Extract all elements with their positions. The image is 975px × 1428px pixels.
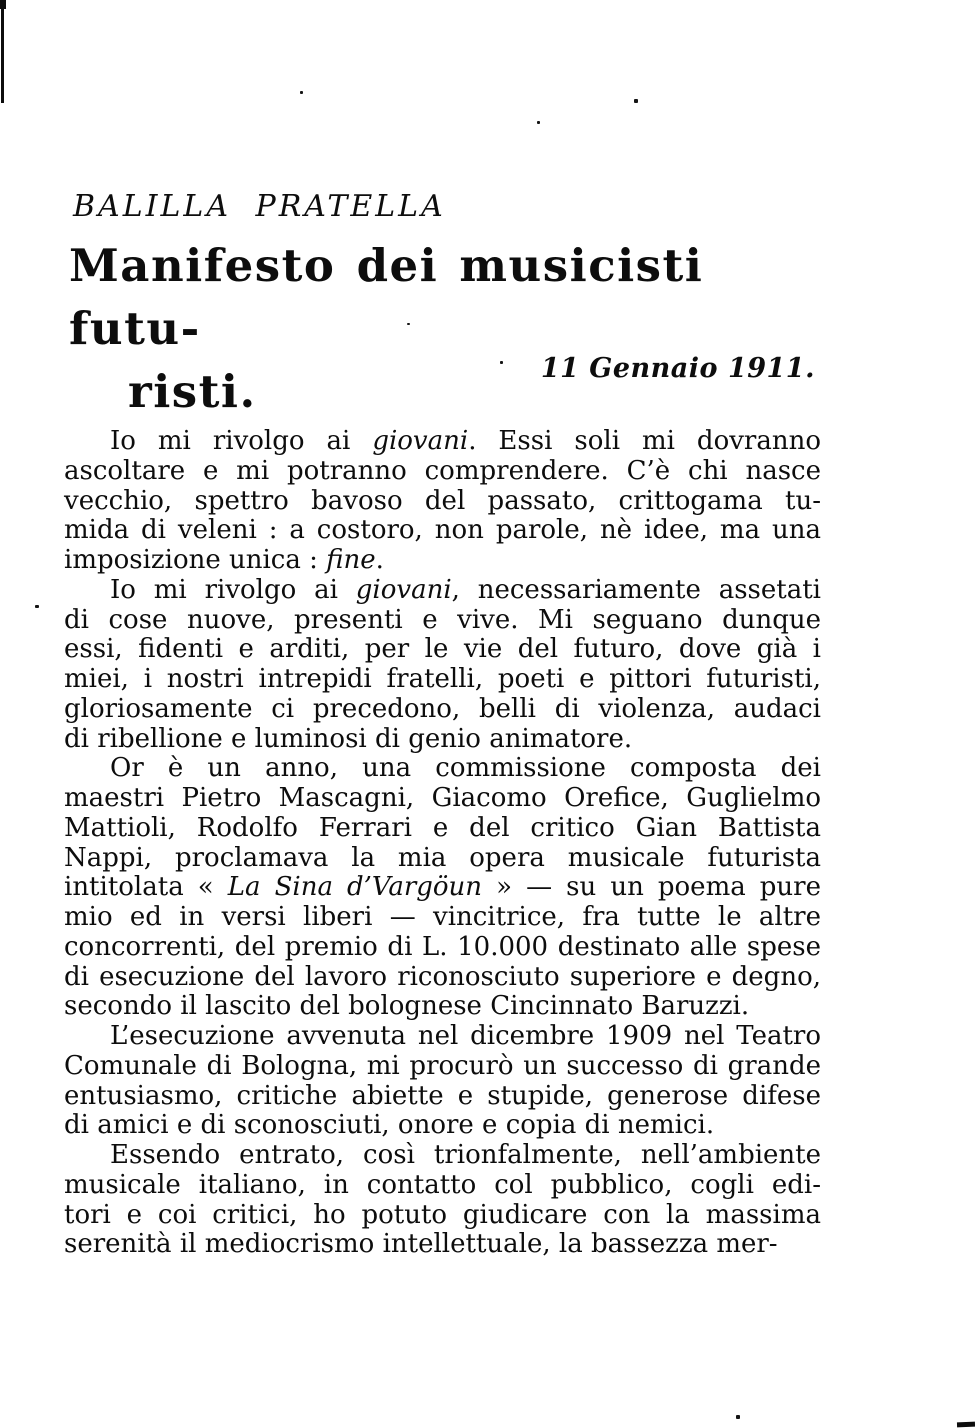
text-line — [64, 427, 821, 457]
scan-speck — [35, 605, 39, 608]
text-line — [64, 1082, 821, 1112]
scan-speck — [634, 99, 638, 103]
text-segment: Comunale di Bologna, mi procurò un successo di grande — [64, 1050, 821, 1081]
text-line — [64, 457, 821, 487]
text-line — [64, 1171, 821, 1201]
page-title-line-2: risti. — [128, 365, 257, 418]
text-segment: mio ed in versi liberi — vincitrice, fra tutte le altre — [64, 902, 821, 932]
text-segment: miei, i nostri intrepidi fratelli, poeti e pittori futuristi, — [64, 664, 821, 694]
text-segment: Nappi, proclamava la mia opera musicale futurista — [64, 842, 821, 873]
text-segment: concorrenti, del premio di L. 10.000 destinato alle spese — [64, 931, 821, 962]
author-name: BALILLA PRATELLA — [73, 189, 446, 224]
text-segment: intitolata « — [64, 872, 228, 903]
scan-speck — [300, 91, 303, 94]
text-line — [64, 754, 821, 784]
paragraph — [64, 1022, 821, 1141]
text-segment: entusiasmo, critiche abiette e stupide, generose difese — [64, 1080, 821, 1111]
text-line — [64, 1022, 821, 1052]
text-line — [64, 516, 821, 546]
text-segment: Io mi rivolgo ai — [110, 426, 373, 456]
italic-text-segment: La Sina d’Vargöun — [227, 872, 483, 903]
text-segment: ascoltare e mi potranno comprendere. C’è chi nasce — [64, 455, 821, 486]
text-segment: serenità il mediocrismo intellettuale, la bassezza mer- — [64, 1229, 778, 1260]
text-segment: Essendo entrato, così trionfalmente, nell’ambiente — [110, 1140, 821, 1170]
text-segment: imposizione unica : — [64, 545, 327, 575]
text-segment: , necessariamente assetati — [451, 574, 821, 605]
scan-speck — [736, 1415, 740, 1419]
text-segment: essi, fidenti e arditi, per le vie del futuro, dove già i — [64, 634, 821, 665]
text-line — [64, 665, 821, 695]
manifesto-date: 11 Gennaio 1911. — [540, 353, 815, 384]
text-segment: di cose nuove, presenti e vive. Mi seguano dunque — [64, 604, 821, 635]
text-line — [64, 1141, 821, 1171]
text-segment: di ribellione e luminosi di genio animatore. — [64, 723, 633, 754]
text-segment: mida di veleni : a costoro, non parole, nè idee, ma una — [64, 515, 821, 546]
text-line — [64, 1201, 821, 1231]
text-line — [64, 933, 821, 963]
paragraph — [64, 1141, 821, 1260]
italic-text-segment: fine — [326, 545, 376, 575]
text-segment: di amici e di sconosciuti, onore e copia di nemici. — [64, 1110, 715, 1141]
text-line — [64, 963, 821, 993]
text-line — [64, 635, 821, 665]
italic-text-segment: giovani — [372, 426, 469, 456]
text-segment: secondo il lascito del bolognese Cincinnato Baruzzi. — [64, 991, 750, 1022]
scan-corner-mark — [957, 1422, 975, 1428]
text-segment: Io mi rivolgo ai — [110, 574, 356, 605]
text-line — [64, 873, 821, 903]
text-line — [64, 784, 821, 814]
text-segment: . Essi soli mi dovranno — [468, 426, 821, 456]
text-line — [64, 903, 821, 933]
text-line — [64, 814, 821, 844]
text-segment: maestri Pietro Mascagni, Giacomo Orefice, Guglielmo — [64, 783, 821, 813]
text-segment: » — su un poema pure — [482, 872, 821, 903]
text-line — [64, 725, 821, 755]
text-line — [64, 1111, 821, 1141]
text-segment: Mattioli, Rodolfo Ferrari e del critico Gian Battista — [64, 812, 821, 843]
paragraph — [64, 427, 821, 576]
text-line — [64, 1230, 821, 1260]
scan-edge-line — [1, 0, 4, 103]
text-line — [64, 606, 821, 636]
italic-text-segment: giovani — [355, 574, 452, 605]
text-segment: musicale italiano, in contatto col pubblico, cogli edi- — [64, 1169, 821, 1200]
body-text — [64, 427, 821, 1260]
paragraph — [64, 576, 821, 755]
text-line — [64, 1052, 821, 1082]
text-segment: vecchio, spettro bavoso del passato, crittogama tu- — [64, 485, 821, 516]
scan-speck — [537, 121, 540, 124]
text-segment: gloriosamente ci precedono, belli di violenza, audaci — [64, 693, 821, 724]
text-segment: Or è un anno, una commissione composta dei — [110, 753, 821, 784]
text-segment: L’esecuzione avvenuta nel dicembre 1909 nel Teatro — [110, 1021, 821, 1051]
text-line — [64, 844, 821, 874]
page-title — [69, 234, 849, 423]
paragraph — [64, 754, 821, 1022]
text-segment: di esecuzione del lavoro riconosciuto superiore e degno, — [64, 961, 821, 992]
text-line — [64, 576, 821, 606]
text-segment: . — [375, 545, 384, 575]
text-line — [64, 487, 821, 517]
text-line — [64, 546, 821, 576]
text-line — [64, 992, 821, 1022]
page-title-line-1: Manifesto dei musicisti futu- — [69, 239, 704, 355]
text-line — [64, 695, 821, 725]
text-segment: tori e coi critici, ho potuto giudicare con la massima — [64, 1199, 821, 1230]
